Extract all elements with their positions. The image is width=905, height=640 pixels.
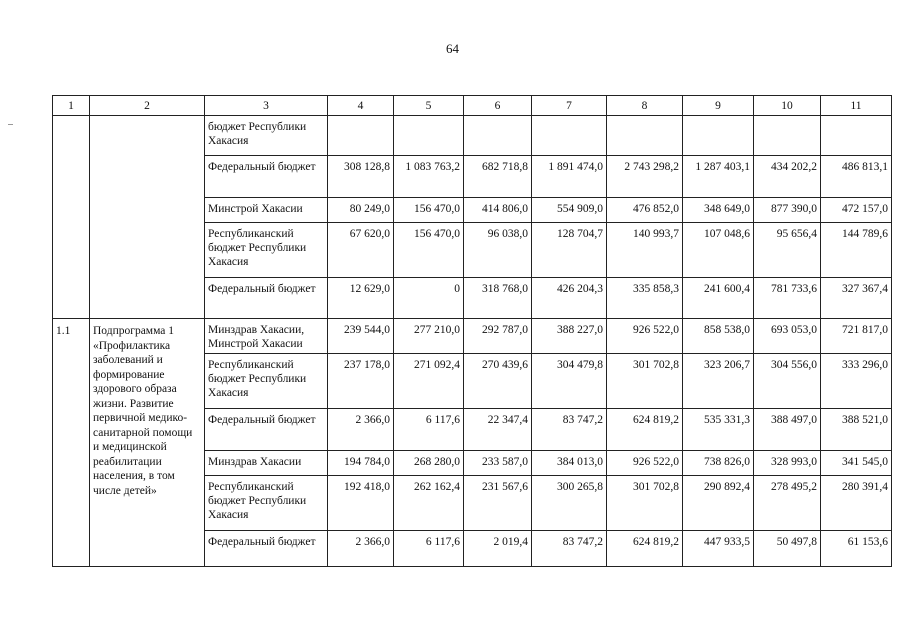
value-cell: 292 787,0 — [464, 319, 532, 354]
value-cell: 301 702,8 — [607, 476, 683, 531]
budget-table-body — [53, 96, 892, 567]
value-cell: 280 391,4 — [821, 476, 892, 531]
value-cell: 624 819,2 — [607, 531, 683, 567]
value-cell: 2 366,0 — [328, 409, 394, 451]
value-cell: 271 092,4 — [394, 354, 464, 409]
value-cell: 327 367,4 — [821, 278, 892, 319]
value-cell: 682 718,8 — [464, 156, 532, 198]
value-cell: 140 993,7 — [607, 223, 683, 278]
column-header: 11 — [821, 96, 892, 116]
value-cell: 388 227,0 — [532, 319, 607, 354]
budget-table — [52, 95, 892, 567]
value-cell: 270 439,6 — [464, 354, 532, 409]
value-cell — [394, 116, 464, 156]
column-header: 6 — [464, 96, 532, 116]
column-header: 10 — [754, 96, 821, 116]
value-cell: 96 038,0 — [464, 223, 532, 278]
value-cell: 2 019,4 — [464, 531, 532, 567]
value-cell: 0 — [394, 278, 464, 319]
value-cell: 290 892,4 — [683, 476, 754, 531]
value-cell: 304 556,0 — [754, 354, 821, 409]
table-row — [53, 116, 892, 156]
value-cell: 6 117,6 — [394, 531, 464, 567]
value-cell: 277 210,0 — [394, 319, 464, 354]
value-cell: 426 204,3 — [532, 278, 607, 319]
value-cell: 388 521,0 — [821, 409, 892, 451]
value-cell: 323 206,7 — [683, 354, 754, 409]
value-cell: 95 656,4 — [754, 223, 821, 278]
column-header: 2 — [90, 96, 205, 116]
value-cell: 1 083 763,2 — [394, 156, 464, 198]
funding-source-cell: Федеральный бюджет — [205, 409, 328, 451]
value-cell: 156 470,0 — [394, 198, 464, 223]
value-cell: 237 178,0 — [328, 354, 394, 409]
value-cell: 335 858,3 — [607, 278, 683, 319]
value-cell: 22 347,4 — [464, 409, 532, 451]
value-cell — [754, 116, 821, 156]
table-row — [53, 319, 892, 354]
value-cell: 83 747,2 — [532, 409, 607, 451]
value-cell: 926 522,0 — [607, 451, 683, 476]
value-cell: 12 629,0 — [328, 278, 394, 319]
column-header: 1 — [53, 96, 90, 116]
value-cell: 156 470,0 — [394, 223, 464, 278]
value-cell: 128 704,7 — [532, 223, 607, 278]
funding-source-cell: Минстрой Хакасии — [205, 198, 328, 223]
value-cell: 107 048,6 — [683, 223, 754, 278]
value-cell: 80 249,0 — [328, 198, 394, 223]
column-header: 4 — [328, 96, 394, 116]
value-cell: 1 287 403,1 — [683, 156, 754, 198]
value-cell — [532, 116, 607, 156]
funding-source-cell: Минздрав Хакасии, Минстрой Хакасии — [205, 319, 328, 354]
margin-mark — [8, 124, 13, 125]
value-cell: 472 157,0 — [821, 198, 892, 223]
column-header: 3 — [205, 96, 328, 116]
value-cell: 231 567,6 — [464, 476, 532, 531]
value-cell — [464, 116, 532, 156]
page-number: 64 — [446, 41, 459, 56]
funding-source-cell: Минздрав Хакасии — [205, 451, 328, 476]
value-cell — [328, 116, 394, 156]
value-cell: 241 600,4 — [683, 278, 754, 319]
value-cell: 308 128,8 — [328, 156, 394, 198]
value-cell: 877 390,0 — [754, 198, 821, 223]
value-cell: 2 366,0 — [328, 531, 394, 567]
value-cell: 301 702,8 — [607, 354, 683, 409]
value-cell: 239 544,0 — [328, 319, 394, 354]
funding-source-cell: Республиканский бюджет Республики Хакасия — [205, 476, 328, 531]
value-cell: 341 545,0 — [821, 451, 892, 476]
index-cell — [53, 116, 90, 319]
value-cell: 554 909,0 — [532, 198, 607, 223]
value-cell: 6 117,6 — [394, 409, 464, 451]
value-cell: 447 933,5 — [683, 531, 754, 567]
value-cell: 61 153,6 — [821, 531, 892, 567]
column-header: 8 — [607, 96, 683, 116]
value-cell — [607, 116, 683, 156]
value-cell: 926 522,0 — [607, 319, 683, 354]
column-header: 5 — [394, 96, 464, 116]
value-cell: 434 202,2 — [754, 156, 821, 198]
value-cell: 738 826,0 — [683, 451, 754, 476]
funding-source-cell: бюджет Республики Хакасия — [205, 116, 328, 156]
value-cell: 233 587,0 — [464, 451, 532, 476]
value-cell: 262 162,4 — [394, 476, 464, 531]
value-cell: 1 891 474,0 — [532, 156, 607, 198]
value-cell: 194 784,0 — [328, 451, 394, 476]
value-cell: 486 813,1 — [821, 156, 892, 198]
value-cell: 384 013,0 — [532, 451, 607, 476]
value-cell: 476 852,0 — [607, 198, 683, 223]
funding-source-cell: Федеральный бюджет — [205, 278, 328, 319]
value-cell: 300 265,8 — [532, 476, 607, 531]
value-cell: 50 497,8 — [754, 531, 821, 567]
value-cell: 721 817,0 — [821, 319, 892, 354]
value-cell: 414 806,0 — [464, 198, 532, 223]
program-name-cell — [90, 116, 205, 319]
value-cell: 328 993,0 — [754, 451, 821, 476]
value-cell: 2 743 298,2 — [607, 156, 683, 198]
funding-source-cell: Республиканский бюджет Республики Хакасия — [205, 354, 328, 409]
value-cell: 858 538,0 — [683, 319, 754, 354]
value-cell: 535 331,3 — [683, 409, 754, 451]
value-cell: 781 733,6 — [754, 278, 821, 319]
column-header: 9 — [683, 96, 754, 116]
column-number-row — [53, 96, 892, 116]
value-cell — [821, 116, 892, 156]
value-cell: 278 495,2 — [754, 476, 821, 531]
value-cell: 388 497,0 — [754, 409, 821, 451]
subprogram-index: 1.1 — [53, 319, 90, 567]
column-header: 7 — [532, 96, 607, 116]
value-cell — [683, 116, 754, 156]
value-cell: 333 296,0 — [821, 354, 892, 409]
value-cell: 144 789,6 — [821, 223, 892, 278]
value-cell: 67 620,0 — [328, 223, 394, 278]
value-cell: 192 418,0 — [328, 476, 394, 531]
funding-source-cell: Федеральный бюджет — [205, 531, 328, 567]
value-cell: 693 053,0 — [754, 319, 821, 354]
value-cell: 268 280,0 — [394, 451, 464, 476]
value-cell: 624 819,2 — [607, 409, 683, 451]
funding-source-cell: Федеральный бюджет — [205, 156, 328, 198]
subprogram-name: Подпрограмма 1 «Профилактика заболеваний и формирование здорового образа жизни. Развитие первичной медико-санитарной помощи и медицинской реабилитации населения, в том числе детей» — [90, 319, 205, 567]
funding-source-cell: Республиканский бюджет Республики Хакасия — [205, 223, 328, 278]
value-cell: 304 479,8 — [532, 354, 607, 409]
value-cell: 348 649,0 — [683, 198, 754, 223]
value-cell: 318 768,0 — [464, 278, 532, 319]
value-cell: 83 747,2 — [532, 531, 607, 567]
